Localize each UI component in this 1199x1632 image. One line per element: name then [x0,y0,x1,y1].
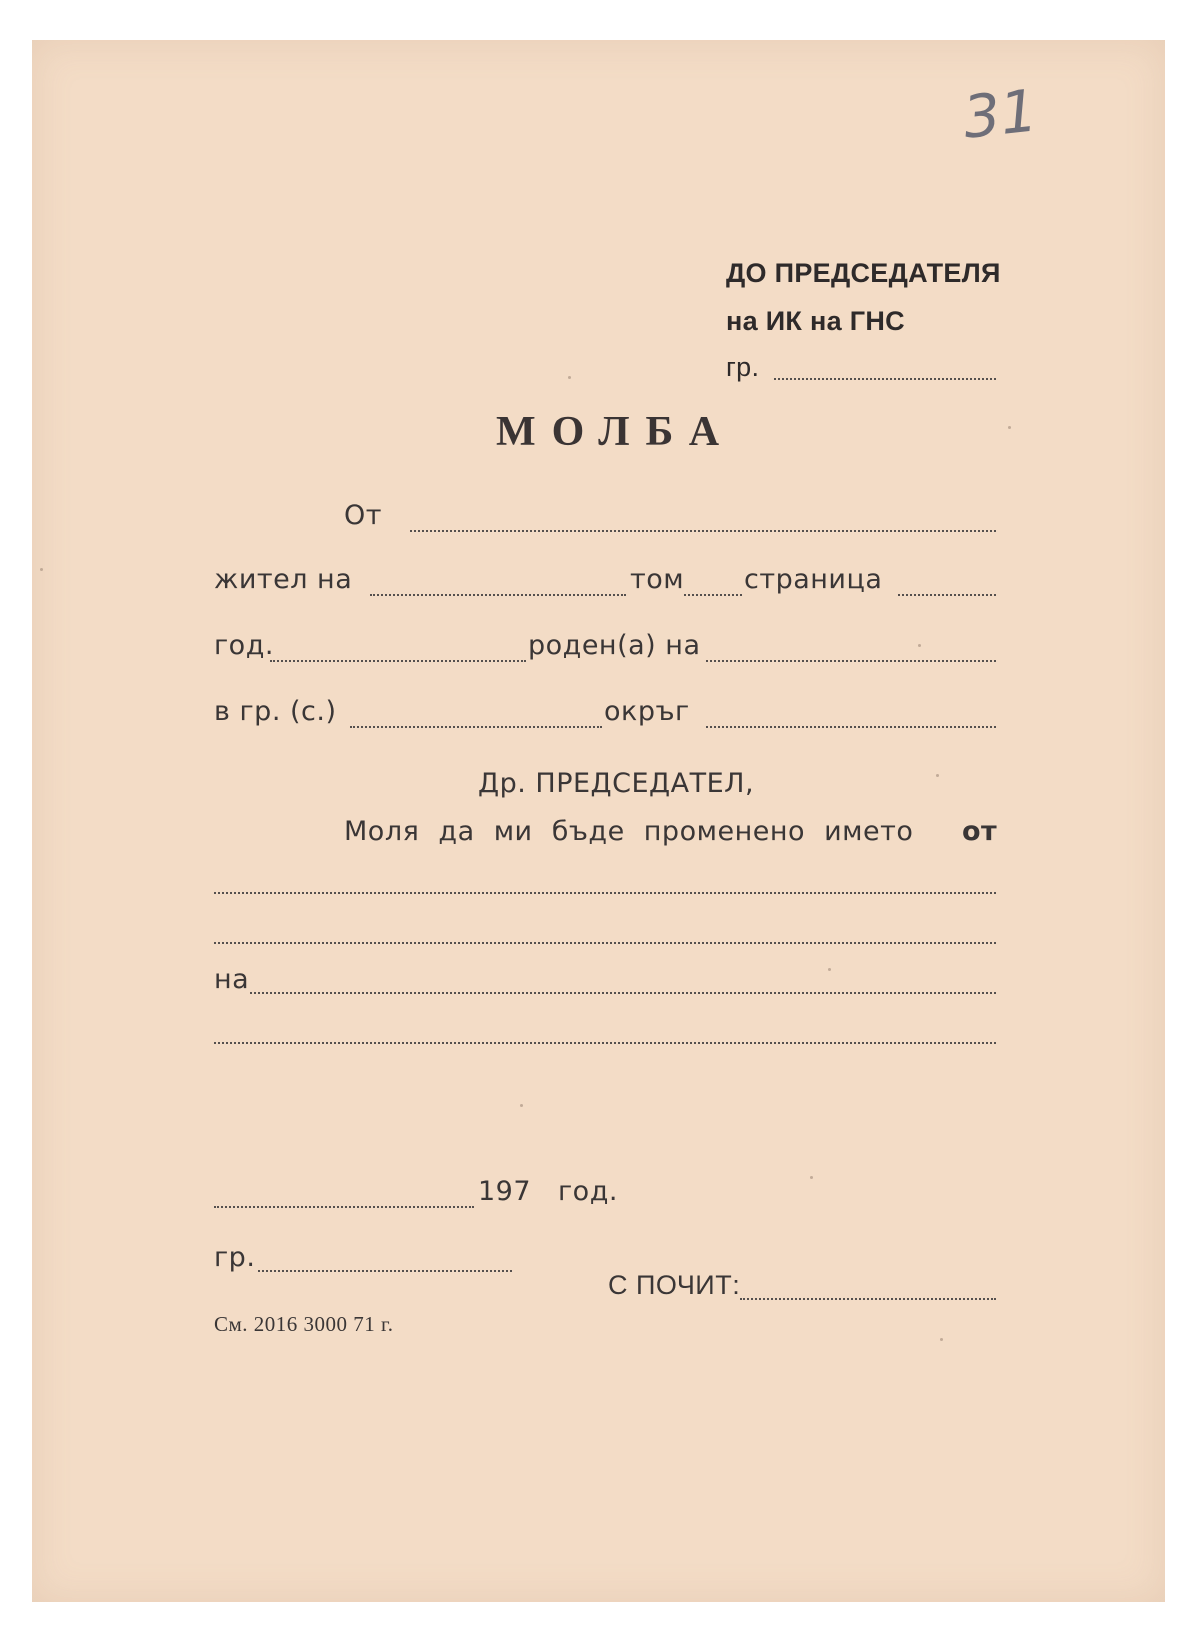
addressee-city-label: гр. [726,352,760,382]
paper-speck [520,1104,523,1107]
date-year-prefix: 197 [478,1176,532,1207]
old-name-line-1[interactable] [214,892,996,894]
paper-speck [918,644,921,647]
born-label: роден(а) на [528,630,701,661]
request-text: Моля да ми бъде променено името [344,816,914,847]
date-year-suffix: год. [558,1176,618,1207]
request-from-label: от [962,816,998,847]
addressee-line2: на ИК на ГНС [726,306,905,336]
city-bottom-label: гр. [214,1242,256,1273]
print-note: См. 2016 3000 71 г. [214,1312,394,1336]
paper-speck [1008,426,1011,429]
date-field[interactable] [214,1206,474,1208]
year-field[interactable] [270,660,526,662]
old-name-line-2[interactable] [214,942,996,944]
district-field[interactable] [706,726,996,728]
to-label: на [214,964,250,995]
paper-speck [40,568,43,571]
document-page [32,40,1165,1602]
year-label: год. [214,630,274,661]
new-name-line-1[interactable] [250,992,996,994]
born-field[interactable] [706,660,996,662]
in-city-label: в гр. (с.) [214,696,337,727]
signature-field[interactable] [740,1298,996,1300]
document-title: МОЛБА [496,409,736,455]
resident-label: жител на [214,564,353,595]
volume-field[interactable] [684,594,742,596]
city-bottom-field[interactable] [258,1270,512,1272]
paper-speck [828,968,831,971]
in-city-field[interactable] [350,726,602,728]
salutation: Др. ПРЕДСЕДАТЕЛ, [478,768,755,799]
paper-speck [936,774,939,777]
paper-speck [568,376,571,379]
handwritten-page-number: 31 [960,76,1041,152]
from-label: От [344,500,382,531]
volume-label: том [630,564,685,595]
new-name-line-2[interactable] [214,1042,996,1044]
respectfully-label: С ПОЧИТ: [608,1270,741,1300]
paper-speck [810,1176,813,1179]
page-field[interactable] [898,594,996,596]
addressee-city-field[interactable] [774,378,996,380]
page-label: страница [744,564,883,595]
district-label: окръг [604,696,690,727]
resident-field[interactable] [370,594,626,596]
addressee-line1: ДО ПРЕДСЕДАТЕЛЯ [726,258,1001,288]
from-field[interactable] [410,530,996,532]
paper-speck [940,1338,943,1341]
